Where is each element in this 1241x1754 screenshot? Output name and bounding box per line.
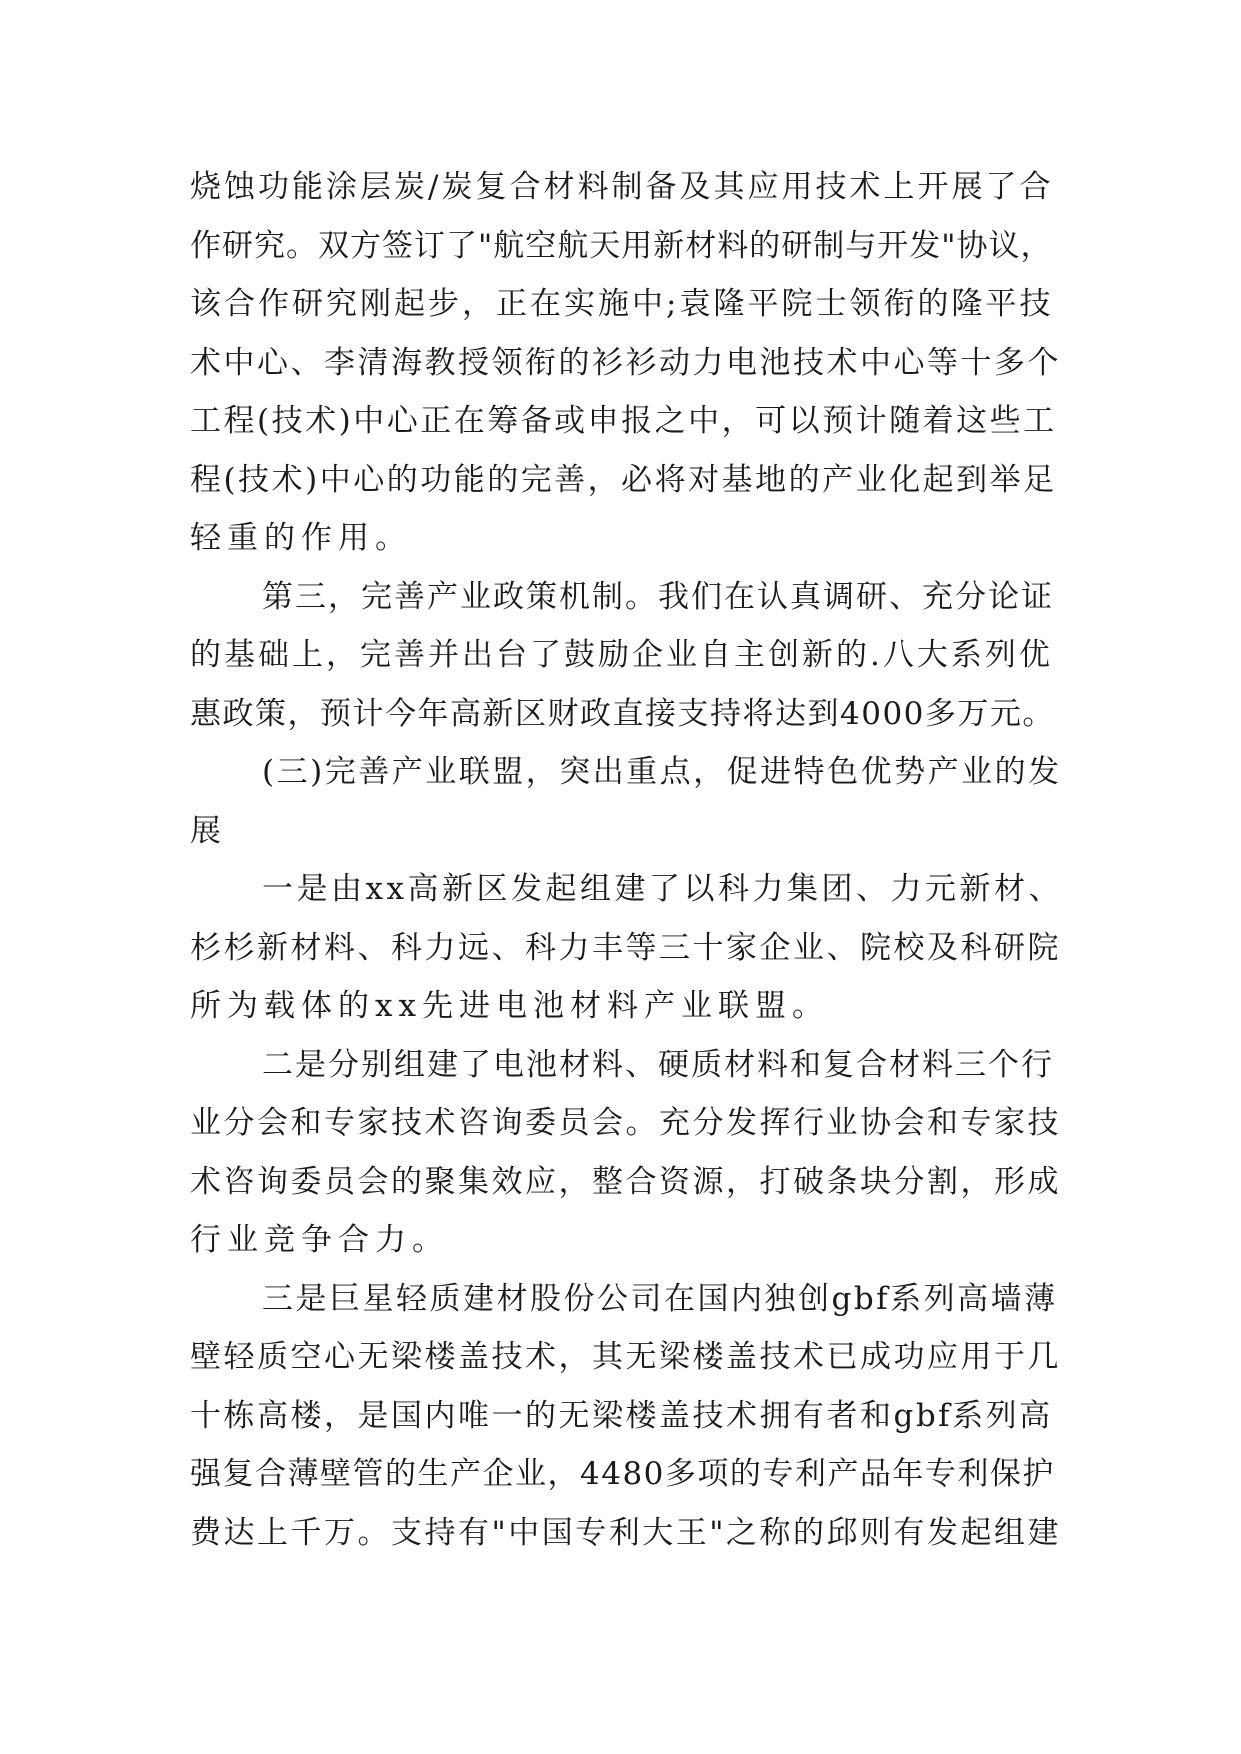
text-line: 轻重的作用。: [190, 520, 412, 556]
text-line: 三是巨星轻质建材股份公司在国内独创gbf系列高墙薄: [262, 1280, 1058, 1317]
text-line: 业分会和专家技术咨询委员会。充分发挥行业协会和专家技: [190, 1105, 1061, 1141]
text-line: (三)完善产业联盟，突出重点，促进特色优势产业的发: [262, 754, 1062, 790]
text-line: 费达上千万。支持有"中国专利大王"之称的邱则有发起组建: [190, 1514, 1062, 1551]
text-line: 程(技术)中心的功能的完善，必将对基地的产业化起到举足: [190, 461, 1057, 498]
text-line: 十栋高楼，是国内唯一的无梁楼盖技术拥有者和gbf系列高: [190, 1397, 1053, 1434]
text-line: 壁轻质空心无梁楼盖技术，其无梁楼盖技术已成功应用于几: [190, 1339, 1061, 1375]
text-line: 展: [190, 812, 227, 849]
text-line: 一是由xx高新区发起组建了以科力集团、力元新材、: [262, 871, 1063, 907]
text-line: 行业竞争合力。: [190, 1222, 449, 1258]
text-line: 第三，完善产业政策机制。我们在认真调研、充分论证: [262, 578, 1054, 615]
text-line: 的基础上，完善并出台了鼓励企业自主创新的.八大系列优: [190, 637, 1053, 673]
text-line: 惠政策，预计今年高新区财政直接支持将达到4000多万元。: [190, 695, 1055, 732]
text-line: 强复合薄壁管的生产企业，4480多项的专利产品年专利保护: [190, 1456, 1055, 1492]
text-line: 所为载体的xx先进电池材料产业联盟。: [190, 988, 829, 1024]
text-line: 烧蚀功能涂层炭/炭复合材料制备及其应用技术上开展了合: [190, 169, 1054, 205]
document-body: [190, 158, 1062, 1562]
text-line: 杉杉新材料、科力远、科力丰等三十家企业、院校及科研院: [190, 929, 1061, 966]
text-line: 该合作研究刚起步，正在实施中;袁隆平院士领衔的隆平技: [190, 286, 1054, 322]
text-line: 作研究。双方签订了"航空航天用新材料的研制与开发"协议，: [190, 227, 1053, 264]
text-line: 术咨询委员会的聚集效应，整合资源，打破条块分割，形成: [190, 1163, 1061, 1200]
text-line: 二是分别组建了电池材料、硬质材料和复合材料三个行: [262, 1046, 1054, 1083]
text-line: 工程(技术)中心正在筹备或申报之中，可以预计随着这些工: [190, 403, 1057, 439]
text-line: 术中心、李清海教授领衔的衫衫动力电池技术中心等十多个: [190, 344, 1061, 381]
